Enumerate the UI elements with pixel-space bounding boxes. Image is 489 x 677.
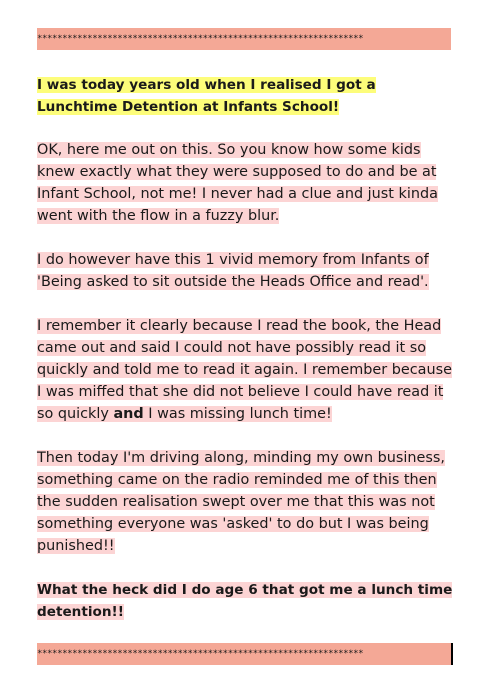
paragraph-3-bold-word: and: [113, 406, 144, 422]
star-divider-bottom: *****************************************************************: [37, 643, 453, 665]
paragraph-1: [37, 139, 457, 227]
paragraph-4: [37, 447, 457, 557]
paragraph-3-text-a: I remember it clearly because I read the book, the Head came out and said I could not have possibly read it so quickly and told me to read it again. I remember because I was miffed that she did not believe I could have read it so quickly: [37, 318, 452, 422]
post-title-text: I was today years old when I realised I got a Lunchtime Detention at Infants School!: [37, 77, 376, 115]
paragraph-3-text-b: I was missing lunch time!: [143, 406, 332, 422]
closing-line-text: What the heck did I do age 6 that got me a lunch time detention!!: [37, 582, 453, 620]
paragraph-3: [37, 315, 457, 425]
star-divider-top: *****************************************************************: [37, 28, 451, 50]
paragraph-2-text: I do however have this 1 vivid memory from Infants of 'Being asked to sit outside the Heads Office and read'.: [37, 252, 429, 290]
closing-line: [37, 579, 457, 623]
paragraph-1-text: OK, here me out on this. So you know how some kids knew exactly what they were supposed to do and be at Infant School, not me! I never had a clue and just kinda went with the flow in a fuzzy blur.: [37, 142, 438, 224]
post-title: [37, 74, 457, 118]
paragraph-4-text: Then today I'm driving along, minding my own business, something came on the radio reminded me of this then the sudden realisation swept over me that this was not something everyone was 'asked' to do but I was being punished!!: [37, 450, 445, 554]
paragraph-2: [37, 249, 457, 293]
document-page: [37, 28, 457, 665]
